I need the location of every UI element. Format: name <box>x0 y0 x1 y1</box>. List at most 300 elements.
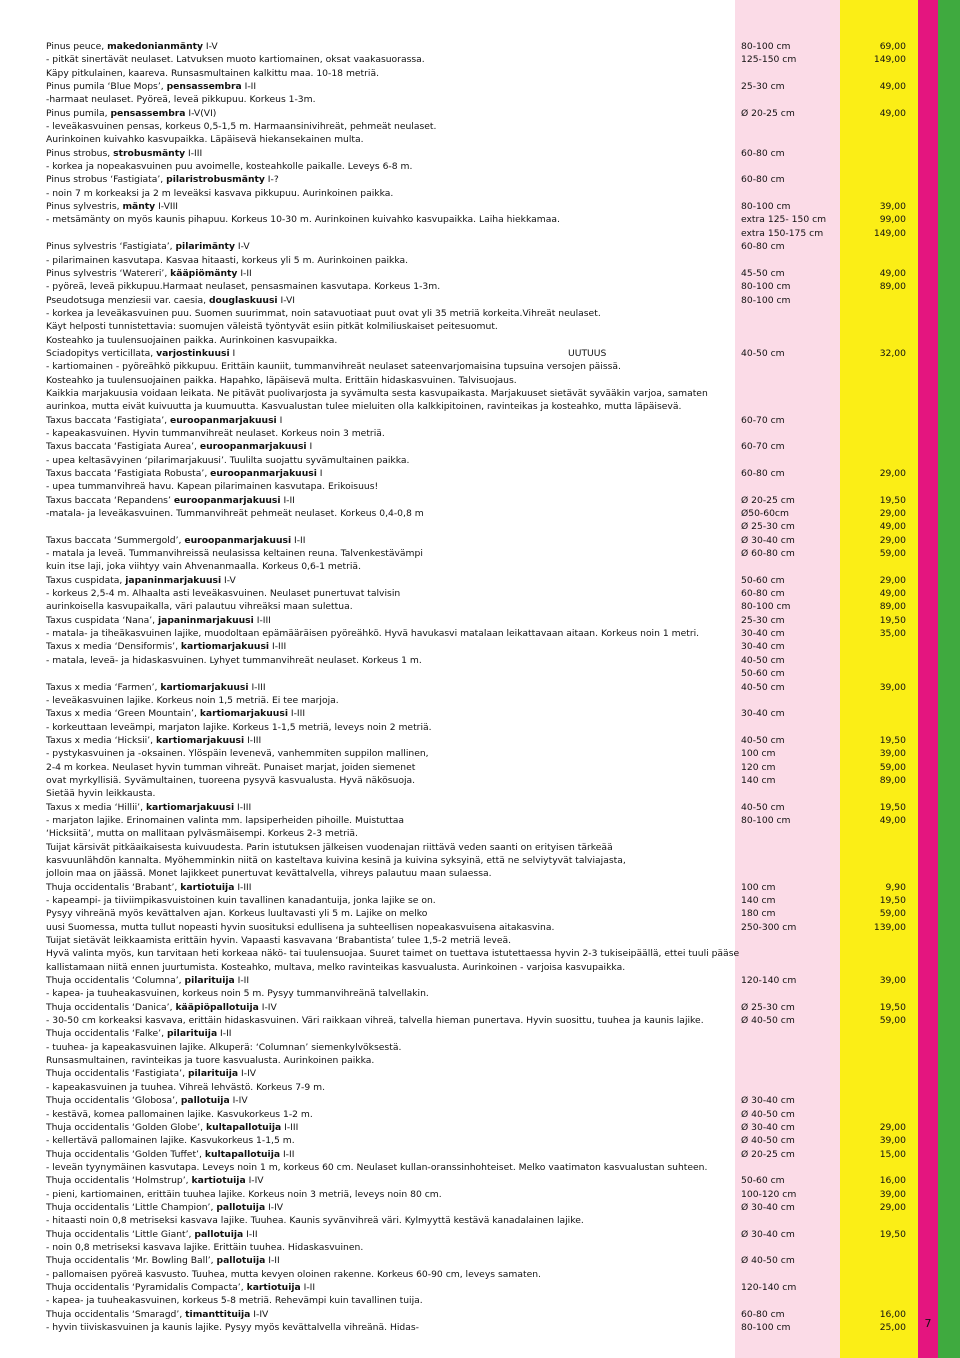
list-item <box>46 814 906 827</box>
item-price: 99,00 <box>879 214 906 226</box>
item-description <box>46 347 235 360</box>
item-hardiness-zone: I <box>306 441 313 453</box>
item-hardiness-zone: I-V <box>203 41 218 52</box>
item-common-name: pensassembra <box>166 81 242 93</box>
item-size: 80-100 cm <box>741 294 791 306</box>
item-description <box>46 1321 419 1334</box>
item-common-name: kääpiöpallotuija <box>175 1001 259 1013</box>
item-text: - korkeus 2,5-4 m. Alhaalta asti leveäkasvuinen. Neulaset punertuvat talvisin <box>46 588 401 600</box>
list-item <box>46 107 906 120</box>
item-description <box>46 894 436 907</box>
item-common-name: mänty <box>122 201 156 213</box>
list-item <box>46 587 906 600</box>
item-price: 59,00 <box>879 548 906 560</box>
item-size: 60-70 cm <box>741 441 785 453</box>
list-item <box>46 160 906 173</box>
item-price: 25,00 <box>879 1322 906 1333</box>
item-size: 120-140 cm <box>741 1281 797 1293</box>
item-size: 50-60 cm <box>741 668 785 680</box>
item-text: - leveän tyynymäinen kasvutapa. Leveys noin 1 m, korkeus 60 cm. Neulaset kullan-oranssinhohteiset. Melko vaatimaton kasvualustan suhteen. <box>46 1161 708 1173</box>
item-description <box>46 961 625 974</box>
item-text: Taxus baccata ‘Fastigiata Robusta’, <box>46 468 211 479</box>
list-item <box>46 934 906 947</box>
item-size: Ø 20-25 cm <box>741 494 795 506</box>
item-description <box>46 360 621 373</box>
item-text: Kosteahko ja tuulensuojainen paikka. Aurinkoinen kasvupaikka. <box>46 334 338 346</box>
item-description <box>46 454 409 467</box>
list-item <box>46 1027 906 1040</box>
item-price: 49,00 <box>879 267 906 279</box>
item-description <box>46 334 337 347</box>
item-size: 180 cm <box>741 908 776 920</box>
item-price: 89,00 <box>879 281 906 293</box>
item-description <box>46 747 429 760</box>
list-item <box>46 961 906 974</box>
item-text: - pilarimainen kasvutapa. Kasvaa hitaasti, korkeus yli 5 m. Aurinkoinen paikka. <box>46 254 409 266</box>
list-item <box>46 1188 906 1201</box>
item-hardiness-zone: I-II <box>241 81 257 93</box>
item-text: Thuja occidentalis ‘Smaragd’, <box>46 1308 186 1320</box>
item-price: 59,00 <box>879 761 906 773</box>
list-item <box>46 387 906 400</box>
item-size: 30-40 cm <box>741 708 785 720</box>
list-item <box>46 574 906 587</box>
item-text: - korkeuttaan leveämpi, marjaton lajike. Korkeus 1-1,5 metriä, leveys noin 2 metriä. <box>46 721 432 733</box>
item-text: Pinus sylvestris, <box>46 201 123 213</box>
list-item <box>46 1067 906 1080</box>
item-common-name: kääpiömänty <box>170 267 238 279</box>
item-size: 60-70 cm <box>741 414 785 426</box>
list-item <box>46 667 906 680</box>
item-text: - pallomaisen pyöreä kasvusto. Tuuhea, mutta kevyen oloinen rakenne. Korkeus 60-90 cm, leveys samaten. <box>46 1268 541 1280</box>
item-price: 35,00 <box>879 628 906 640</box>
item-common-name: pallotuija <box>216 1255 266 1267</box>
list-item <box>46 294 906 307</box>
item-description <box>46 40 218 53</box>
item-size: 50-60 cm <box>741 574 785 586</box>
item-description <box>46 294 295 307</box>
list-item <box>46 681 906 694</box>
item-description <box>46 534 305 547</box>
item-text: Taxus x media ‘Green Mountain’, <box>46 708 200 720</box>
item-size: 80-100 cm <box>741 601 791 613</box>
list-item <box>46 334 906 347</box>
item-price: 89,00 <box>879 601 906 613</box>
item-description <box>46 1188 442 1201</box>
list-item <box>46 774 906 787</box>
list-item <box>46 1108 906 1121</box>
item-price: 39,00 <box>879 1135 906 1147</box>
item-text: - marjaton lajike. Erinomainen valinta mm. lapsiperheiden pihoille. Muistuttaa <box>46 814 405 826</box>
item-text: Pinus pumila, <box>46 107 111 119</box>
item-size: 25-30 cm <box>741 81 785 93</box>
item-size: 60-80 cm <box>741 468 785 479</box>
item-description <box>46 67 379 80</box>
item-description <box>46 1081 325 1094</box>
item-common-name: kartiotuija <box>180 881 235 893</box>
list-item <box>46 1161 906 1174</box>
item-text: - pystykasvuinen ja -oksainen. Ylöspäin levenevä, vanhemmiten suppilon mallinen, <box>46 748 429 760</box>
item-size: 60-80 cm <box>741 147 785 159</box>
item-size: Ø 20-25 cm <box>741 1148 795 1160</box>
item-text: Thuja occidentalis ‘Brabant’, <box>46 881 181 893</box>
green-edge-band <box>938 0 960 1358</box>
item-size: Ø 40-50 cm <box>741 1135 795 1147</box>
item-price: 19,50 <box>879 494 906 506</box>
item-description <box>46 147 202 160</box>
item-size: 25-30 cm <box>741 614 785 626</box>
item-text: kallistamaan niitä ennen juurtumista. Kosteahko, multava, melko ravinteikas kasvualusta. Aurinkoinen - varjoisa kasvupaikka. <box>46 961 626 973</box>
item-text: - matala, leveä- ja hidaskasvuinen. Lyhyet tummanvihreät neulaset. Korkeus 1 m. <box>46 654 422 666</box>
item-price: 29,00 <box>879 534 906 546</box>
item-text: kuin itse laji, joka viihtyy vain Ahvenanmaalla. Korkeus 0,6-1 metriä. <box>46 561 361 573</box>
list-item <box>46 1121 906 1134</box>
item-text: Thuja occidentalis ‘Golden Globe’, <box>46 1121 206 1133</box>
item-description <box>46 427 385 440</box>
list-item <box>46 427 906 440</box>
list-item <box>46 640 906 653</box>
item-description <box>46 547 423 560</box>
list-item <box>46 974 906 987</box>
item-price: 59,00 <box>879 908 906 920</box>
list-item <box>46 173 906 186</box>
list-item <box>46 187 906 200</box>
magenta-edge-band <box>918 0 938 1358</box>
item-description <box>46 53 425 66</box>
item-text: Thuja occidentalis ‘Columna’, <box>46 975 185 987</box>
item-text: - korkea ja nopeakasvuinen puu avoimelle, kosteahkolle paikalle. Leveys 6-8 m. <box>46 161 413 173</box>
item-text: Pinus pumila ‘Blue Mops’, <box>46 81 167 93</box>
item-description <box>46 254 408 267</box>
item-price: 29,00 <box>879 468 906 479</box>
item-size: Ø 30-40 cm <box>741 1201 795 1213</box>
item-price: 49,00 <box>879 588 906 600</box>
item-text: - leveäkasvuinen pensas, korkeus 0,5-1,5 m. Harmaansinivihreät, pehmeät neulaset. <box>46 121 437 133</box>
item-description <box>46 1214 584 1227</box>
list-item <box>46 454 906 467</box>
item-text: - 30-50 cm korkeaksi kasvava, erittäin hidaskasvuinen. Väri raikkaan vihreä, talvella hieman punertava. Hyvin suosittu, tuuhea ja kaunis lajike. <box>46 1015 704 1027</box>
item-common-name: pilaristrobusmänty <box>166 174 265 186</box>
item-text: - matala- ja tiheäkasvuinen lajike, muodoltaan epämääräisen pyöreähkö. Hyvä havukasvi matalaan leikattavaan aitaan. Korkeus noin 1 metri. <box>46 628 700 640</box>
list-item <box>46 320 906 333</box>
item-description <box>46 1041 401 1054</box>
item-text: Pinus sylvestris ‘Fastigiata’, <box>46 241 176 253</box>
item-common-name: kartiotuija <box>246 1281 301 1293</box>
item-price: 9,90 <box>885 881 906 893</box>
item-description <box>46 1108 313 1121</box>
item-text: Thuja occidentalis ‘Mr. Bowling Ball’, <box>46 1255 217 1267</box>
list-item <box>46 1041 906 1054</box>
item-description <box>46 440 312 453</box>
item-text: Thuja occidentalis ‘Holmstrup’, <box>46 1175 192 1187</box>
list-item <box>46 240 906 253</box>
item-size: Ø50-60cm <box>741 508 789 520</box>
item-text: - pitkät sinertävät neulaset. Latvuksen muoto kartiomainen, oksat vaakasuorassa. <box>46 54 425 66</box>
item-hardiness-zone: I-II <box>280 1148 295 1160</box>
item-common-name: kartiomarjakuusi <box>180 641 270 653</box>
item-size: 60-80 cm <box>741 241 785 253</box>
list-item <box>46 67 906 80</box>
item-price: 29,00 <box>879 574 906 586</box>
item-description <box>46 801 251 814</box>
item-price: 39,00 <box>879 201 906 213</box>
item-description <box>46 1254 280 1267</box>
list-item <box>46 1214 906 1227</box>
item-size: 40-50 cm <box>741 654 785 666</box>
item-description <box>46 187 393 200</box>
item-text: - kartiomainen - pyöreähkö pikkupuu. Erittäin kauniit, tummanvihreät neulaset sateenvarjomaisina tupsuina versojen päissä. <box>46 361 621 373</box>
item-description <box>46 1268 541 1281</box>
item-hardiness-zone: I-V(VI) <box>185 107 217 119</box>
item-price: 149,00 <box>873 227 906 239</box>
item-common-name: douglaskuusi <box>208 294 278 306</box>
item-text: kasvuunlähdön kannalta. Myöhemminkin niitä on kasteltava kuivina kesinä ja kuivina syksyinä, että ne selviytyvät talviajasta, <box>46 854 626 866</box>
item-price: 19,50 <box>879 895 906 906</box>
item-description <box>46 787 155 800</box>
list-item <box>46 801 906 814</box>
item-price: 32,00 <box>879 347 906 359</box>
item-text: Taxus x media ‘Hicksii’, <box>46 734 156 746</box>
item-description <box>46 387 708 400</box>
item-price: 59,00 <box>879 1015 906 1027</box>
item-text: Pinus strobus ‘Fastigiata’, <box>46 174 167 186</box>
item-description <box>46 80 256 93</box>
item-price: 149,00 <box>873 54 906 66</box>
list-item <box>46 600 906 613</box>
item-description <box>46 1201 283 1214</box>
item-hardiness-zone: I-VIII <box>155 201 178 213</box>
list-item <box>46 440 906 453</box>
list-item <box>46 707 906 720</box>
item-text: Pinus sylvestris ‘Watereri’, <box>46 267 171 279</box>
item-size: 40-50 cm <box>741 681 785 693</box>
item-text: Käyt helposti tunnistettavia: suomujen väleistä työntyvät esiin pitkät kolmiliuskaiset peitesuomut. <box>46 321 498 333</box>
item-size: Ø 40-50 cm <box>741 1255 795 1267</box>
item-hardiness-zone: I-III <box>248 681 266 693</box>
item-description <box>46 974 249 987</box>
list-item <box>46 627 906 640</box>
item-common-name: pilarituija <box>187 1068 239 1080</box>
item-hardiness-zone: I-III <box>185 147 203 159</box>
item-description <box>46 947 739 960</box>
item-description <box>46 480 378 493</box>
list-item <box>46 694 906 707</box>
list-item <box>46 120 906 133</box>
list-item <box>46 747 906 760</box>
item-price: 39,00 <box>879 681 906 693</box>
list-item <box>46 867 906 880</box>
item-hardiness-zone: I-II <box>280 494 295 506</box>
item-description <box>46 1161 707 1174</box>
item-hardiness-zone: I-III <box>287 708 306 720</box>
item-size: extra 125- 150 cm <box>741 214 827 226</box>
item-price: 19,50 <box>879 734 906 746</box>
item-text: Sciadopitys verticillata, <box>46 347 157 359</box>
item-price: 49,00 <box>879 107 906 119</box>
list-item <box>46 734 906 747</box>
item-description <box>46 414 282 427</box>
list-item <box>46 921 906 934</box>
item-price: 49,00 <box>879 521 906 533</box>
item-description <box>46 987 429 1000</box>
item-description <box>46 1308 268 1321</box>
list-item <box>46 347 906 360</box>
list-item <box>46 721 906 734</box>
item-description <box>46 827 358 840</box>
list-item <box>46 280 906 293</box>
list-item <box>46 827 906 840</box>
item-text: - kapea- ja tuuheakasvuinen, korkeus noin 5 m. Pysyy tummanvihreänä talvellakin. <box>46 988 429 1000</box>
item-common-name: kartiomarjakuusi <box>156 734 245 746</box>
item-size: 60-80 cm <box>741 174 785 186</box>
item-size: Ø 25-30 cm <box>741 521 795 533</box>
item-hardiness-zone: I <box>276 414 283 426</box>
item-text: Taxus cuspidata ‘Nana’, <box>46 614 158 626</box>
item-text: Taxus baccata ‘Summergold’, <box>46 534 185 546</box>
item-text: Thuja occidentalis ‘Falke’, <box>46 1028 167 1040</box>
item-text: - tuuhea- ja kapeakasvuinen lajike. Alkuperä: ‘Columnan’ siemenkylvöksestä. <box>46 1041 402 1053</box>
list-item <box>46 1001 906 1014</box>
list-item <box>46 854 906 867</box>
item-common-name: pensassembra <box>110 107 186 119</box>
item-text: Taxus cuspidata, <box>46 574 126 586</box>
item-price: 49,00 <box>879 814 906 826</box>
item-description <box>46 1281 315 1294</box>
list-item <box>46 787 906 800</box>
item-hardiness-zone: I-II <box>237 267 252 279</box>
item-price: 16,00 <box>879 1175 906 1187</box>
list-item <box>46 467 906 480</box>
item-description <box>46 267 252 280</box>
list-item <box>46 547 906 560</box>
item-hardiness-zone: I-III <box>269 641 287 653</box>
item-text: - hyvin tiiviskasvuinen ja kaunis lajike. Pysyy myös kevättalvella vihreänä. Hidas- <box>46 1322 419 1333</box>
item-common-name: pilarituija <box>166 1028 218 1040</box>
item-hardiness-zone: I-IV <box>258 1001 277 1013</box>
item-size: 80-100 cm <box>741 1322 791 1333</box>
list-item <box>46 1054 906 1067</box>
item-size: 40-50 cm <box>741 347 785 359</box>
item-hardiness-zone: I-IV <box>265 1201 284 1213</box>
item-common-name: makedonianmänty <box>107 41 203 52</box>
item-text: aurinkoa, mutta eivät kuivuutta ja kuumuutta. Kasvualustan tulee mieluiten olla kalkkipitoinen, ravinteikas ja kosteahko, mutta läpäisevä. <box>46 401 682 413</box>
item-description <box>46 1228 258 1241</box>
list-item <box>46 947 906 960</box>
item-size: Ø 30-40 cm <box>741 1095 795 1107</box>
list-item <box>46 213 906 226</box>
item-description <box>46 467 323 480</box>
item-text: Thuja occidentalis ‘Danica’, <box>46 1001 176 1013</box>
item-size: 45-50 cm <box>741 267 785 279</box>
item-size: Ø 20-25 cm <box>741 107 795 119</box>
item-size: Ø 30-40 cm <box>741 1121 795 1133</box>
item-price: 89,00 <box>879 774 906 786</box>
item-size: 60-80 cm <box>741 588 785 600</box>
item-price: 29,00 <box>879 508 906 520</box>
item-description <box>46 694 339 707</box>
item-size: Ø 30-40 cm <box>741 1228 795 1240</box>
item-common-name: pallotuija <box>180 1095 230 1107</box>
item-text: aurinkoisella kasvupaikalla, väri palautuu vihreäksi maan sulettua. <box>46 601 353 613</box>
list-item <box>46 907 906 920</box>
item-size: 140 cm <box>741 774 776 786</box>
item-text: Thuja occidentalis ‘Little Giant’, <box>46 1228 195 1240</box>
item-price: 39,00 <box>879 975 906 987</box>
item-hardiness-zone: I <box>316 468 323 479</box>
item-text: uusi Suomessa, mutta tullut nopeasti hyvin suosituksi edullisena ja suhteellisen nopeakasvuisena aitakasvina. <box>46 921 555 933</box>
item-description <box>46 400 681 413</box>
item-price: 29,00 <box>879 1201 906 1213</box>
item-text: Thuja occidentalis ‘Pyramidalis Compacta’, <box>46 1281 247 1293</box>
list-item <box>46 520 906 533</box>
list-item <box>46 1094 906 1107</box>
item-text: - noin 0,8 metriseksi kasvava lajike. Erittäin tuuhea. Hidaskasvuinen. <box>46 1241 364 1253</box>
item-text: Taxus baccata ‘Fastigiata’, <box>46 414 170 426</box>
item-size: 80-100 cm <box>741 814 791 826</box>
item-size: 80-100 cm <box>741 41 791 52</box>
item-hardiness-zone: I-II <box>265 1255 280 1267</box>
item-hardiness-zone: I-II <box>300 1281 316 1293</box>
item-description <box>46 1094 248 1107</box>
item-hardiness-zone: I-IV <box>238 1068 257 1080</box>
item-text: - kapeakasvuinen. Hyvin tummanvihreät neulaset. Korkeus noin 3 metriä. <box>46 427 385 439</box>
list-item <box>46 254 906 267</box>
item-price: 16,00 <box>879 1308 906 1320</box>
list-item <box>46 654 906 667</box>
item-size: 120-140 cm <box>741 975 797 987</box>
list-item <box>46 133 906 146</box>
item-price: 49,00 <box>879 81 906 93</box>
item-price: 19,50 <box>879 1228 906 1240</box>
item-description <box>46 600 353 613</box>
item-description <box>46 1174 264 1187</box>
item-description <box>46 1054 374 1067</box>
item-description <box>46 574 236 587</box>
item-text: - pyöreä, leveä pikkupuu.Harmaat neulaset, pensasmainen kasvutapa. Korkeus 1-3m. <box>46 281 441 293</box>
item-text: Kaikkia marjakuusia voidaan leikata. Ne pitävät puolivarjosta ja syvämulta sesta kasvupaikasta. Marjakuuset sietävät syvääkin varjoa, samaten <box>46 387 708 399</box>
item-description <box>46 814 404 827</box>
list-item <box>46 881 906 894</box>
item-hardiness-zone: I-II <box>234 975 250 987</box>
item-size: 40-50 cm <box>741 734 785 746</box>
item-size: 40-50 cm <box>741 801 785 813</box>
item-common-name: kultapallotuija <box>205 1121 282 1133</box>
list-item <box>46 894 906 907</box>
item-common-name: pilarituija <box>184 975 235 987</box>
item-common-name: euroopanmarjakuusi <box>173 494 281 506</box>
item-text: Pinus peuce, <box>46 41 108 52</box>
item-common-name: pilarimänty <box>175 241 235 253</box>
list-item <box>46 841 906 854</box>
item-description <box>46 1294 423 1307</box>
item-description <box>46 120 436 133</box>
item-description <box>46 240 250 253</box>
item-description <box>46 587 400 600</box>
list-item <box>46 200 906 213</box>
list-item <box>46 80 906 93</box>
list-item <box>46 1268 906 1281</box>
item-common-name: timanttituija <box>185 1308 251 1320</box>
item-hardiness-zone: I-V <box>221 574 236 586</box>
item-text: Pysyy vihreänä myös kevättalven ajan. Korkeus luultavasti yli 5 m. Lajike on melko <box>46 908 428 920</box>
item-text: - leveäkasvuinen lajike. Korkeus noin 1,5 metriä. Ei tee marjoja. <box>46 694 339 706</box>
item-text: -harmaat neulaset. Pyöreä, leveä pikkupuu. Korkeus 1-3m. <box>46 94 316 106</box>
list-item <box>46 614 906 627</box>
item-description <box>46 867 492 880</box>
item-common-name: kartiomarjakuusi <box>199 708 288 720</box>
item-text: ovat myrkyllisiä. Syvämultainen, tuoreena pysyvä kasvualusta. Hyvä näkösuoja. <box>46 774 416 786</box>
item-description <box>46 654 422 667</box>
